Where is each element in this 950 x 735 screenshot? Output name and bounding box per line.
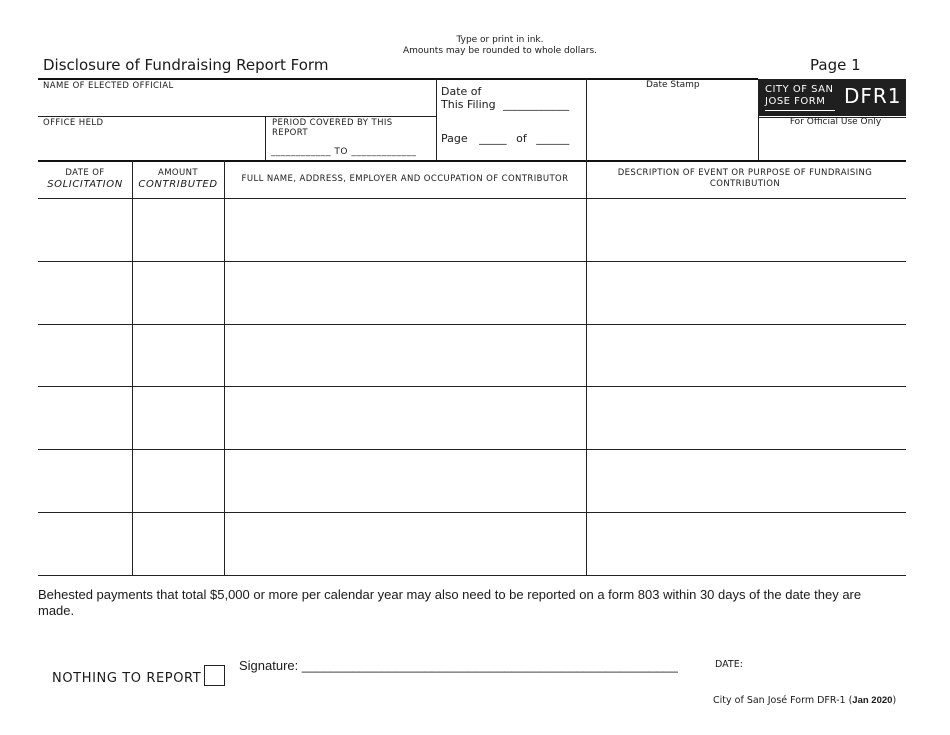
col-event-description: DESCRIPTION OF EVENT OR PURPOSE OF FUNDRAISING CONTRIBUTION xyxy=(617,168,873,189)
of-blank: ______ xyxy=(536,132,570,145)
contributor-cell[interactable] xyxy=(225,513,585,574)
header-divider-2 xyxy=(586,79,587,160)
date-cell[interactable] xyxy=(39,387,131,449)
table-bottom-border xyxy=(38,575,906,576)
amount-cell[interactable] xyxy=(133,387,223,449)
behested-payments-notice: Behested payments that total $5,000 or more per calendar year may also need to be reported on a form 803 within 30 days of the date they are made. xyxy=(38,587,862,618)
nothing-to-report-label: NOTHING TO REPORT xyxy=(52,671,202,686)
period-to-blank: _____________ xyxy=(351,147,417,157)
office-held-label: OFFICE HELD xyxy=(43,118,104,128)
table-top-border xyxy=(38,160,906,162)
elected-official-label: NAME OF ELECTED OFFICIAL xyxy=(43,81,174,91)
description-cell[interactable] xyxy=(587,513,905,574)
date-of-filing-blank: ____________ xyxy=(503,98,570,111)
header-divider-1 xyxy=(436,79,437,160)
of-label: of xyxy=(516,132,527,145)
col-amount-contributed: AMOUNT CONTRIBUTED xyxy=(138,168,218,190)
page-count-field[interactable] xyxy=(441,132,569,145)
city-form-label: CITY OF SAN JOSE FORM xyxy=(765,84,834,107)
amount-cell[interactable] xyxy=(133,450,223,512)
date-cell[interactable] xyxy=(39,513,131,574)
form-footer: City of San José Form DFR-1 (Jan 2020) xyxy=(713,695,897,706)
date-cell[interactable] xyxy=(39,199,131,261)
date-cell[interactable] xyxy=(39,325,131,386)
date-of-filing-label-2: This Filing xyxy=(441,98,496,111)
description-cell[interactable] xyxy=(587,262,905,324)
period-to-label: TO xyxy=(334,147,348,157)
signature-line: ____________________________________________________ xyxy=(301,658,678,673)
amount-cell[interactable] xyxy=(133,325,223,386)
header-mid-divider xyxy=(38,116,436,117)
amount-cell[interactable] xyxy=(133,199,223,261)
contributor-cell[interactable] xyxy=(225,387,585,449)
period-from-blank: ____________ xyxy=(271,147,331,157)
page-blank: _____ xyxy=(479,132,507,145)
period-covered-field[interactable] xyxy=(271,147,416,157)
page-label: Page xyxy=(441,132,468,145)
date-label: DATE: xyxy=(715,659,743,670)
contributor-cell[interactable] xyxy=(225,199,585,261)
amount-cell[interactable] xyxy=(133,513,223,574)
description-cell[interactable] xyxy=(587,387,905,449)
col-contributor-info: FULL NAME, ADDRESS, EMPLOYER AND OCCUPATION OF CONTRIBUTOR xyxy=(241,174,569,184)
description-cell[interactable] xyxy=(587,450,905,512)
date-cell[interactable] xyxy=(39,450,131,512)
contributor-cell[interactable] xyxy=(225,262,585,324)
form-id-box xyxy=(758,79,906,116)
date-of-filing-field[interactable] xyxy=(441,85,569,111)
contributor-cell[interactable] xyxy=(225,450,585,512)
col-date-of-solicitation: DATE OF SOLICITATION xyxy=(47,168,123,190)
official-use-label: For Official Use Only xyxy=(789,117,882,127)
form-title: Disclosure of Fundraising Report Form xyxy=(43,56,329,74)
form-code: DFR1 xyxy=(844,84,902,108)
date-of-filing-label-1: Date of xyxy=(441,85,482,98)
description-cell[interactable] xyxy=(587,199,905,261)
signature-field[interactable] xyxy=(239,658,678,673)
amount-cell[interactable] xyxy=(133,262,223,324)
city-form-underline xyxy=(765,110,835,111)
contributor-cell[interactable] xyxy=(225,325,585,386)
period-covered-label: PERIOD COVERED BY THIS REPORT xyxy=(272,118,393,138)
nothing-to-report-checkbox[interactable] xyxy=(204,665,225,686)
instruction-line-1: Type or print in ink. xyxy=(456,35,544,45)
header-divider-office xyxy=(265,116,266,160)
date-cell[interactable] xyxy=(39,262,131,324)
description-cell[interactable] xyxy=(587,325,905,386)
signature-label: Signature: xyxy=(239,658,299,673)
date-stamp-label: Date Stamp xyxy=(646,80,700,90)
instruction-line-2: Amounts may be rounded to whole dollars. xyxy=(402,46,598,56)
page-number: Page 1 xyxy=(810,56,861,74)
